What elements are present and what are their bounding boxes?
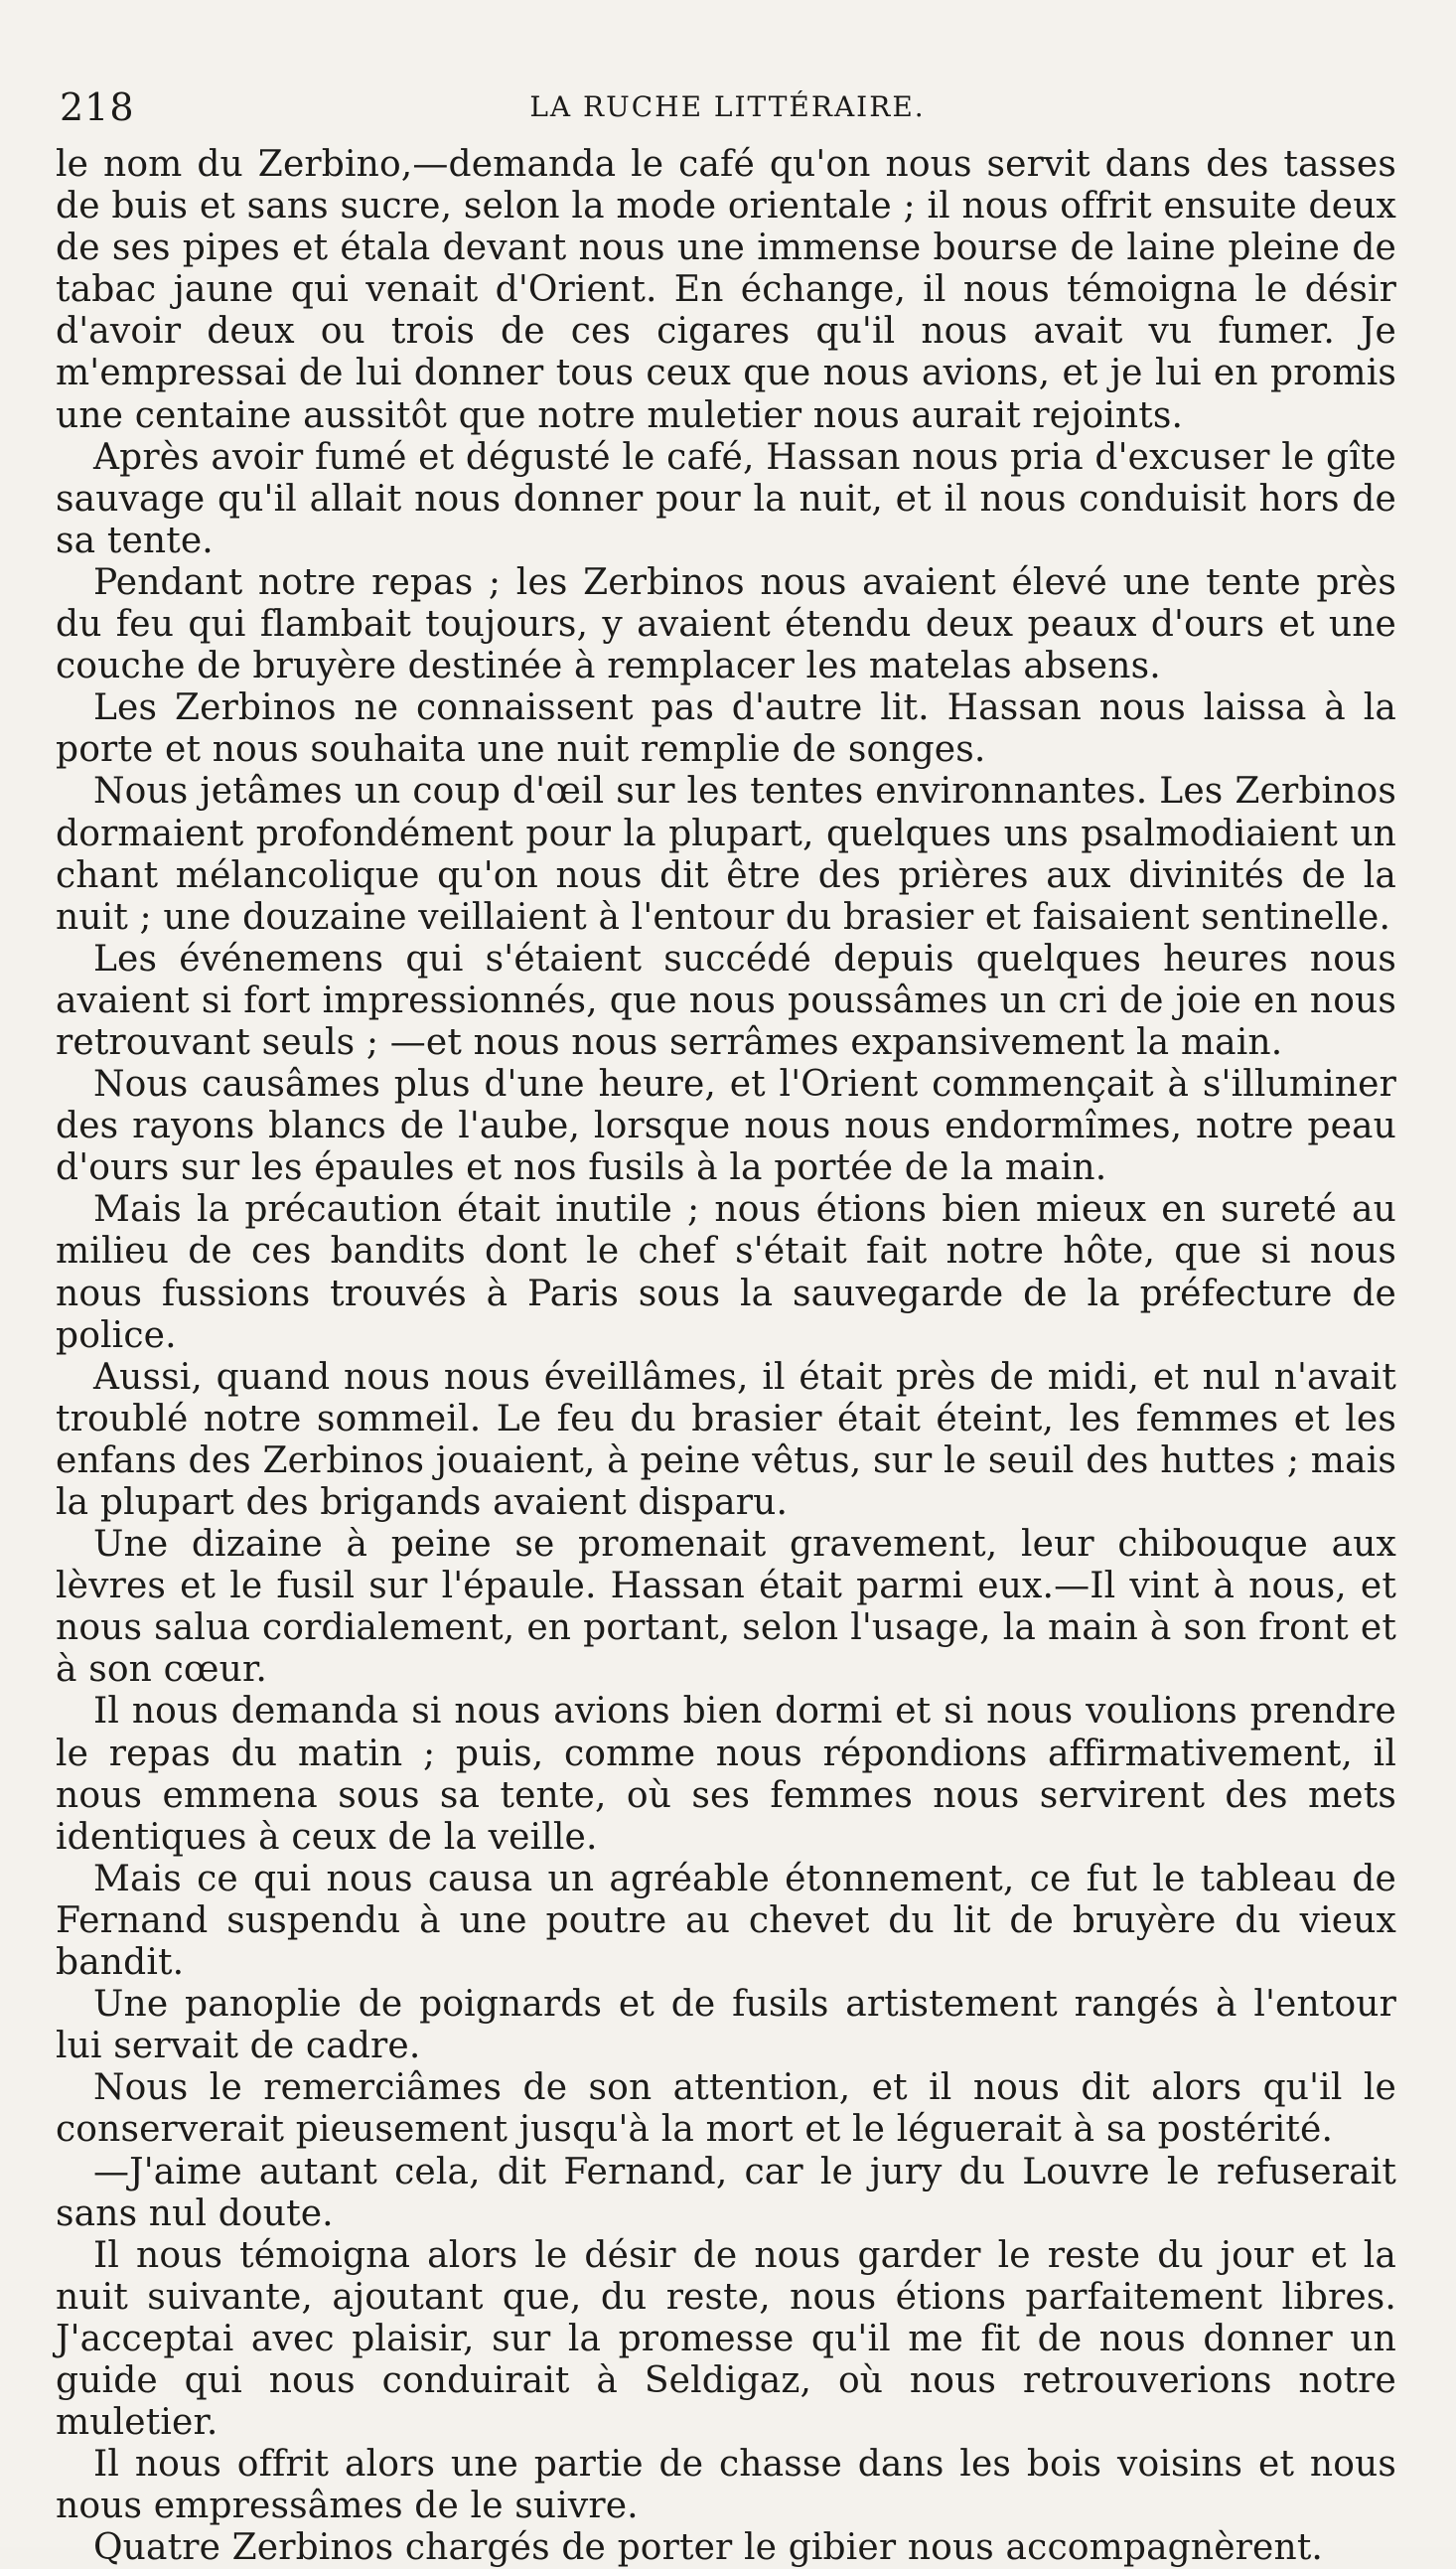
paragraph-17: Il nous offrit alors une partie de chasse dans les bois voisins et nous nous empressâmes de le suivre. xyxy=(56,2444,1396,2527)
paragraph-12: Mais ce qui nous causa un agréable étonnement, ce fut le tableau de Fernand suspendu à une poutre au chevet du lit de bruyère du vieux bandit. xyxy=(56,1858,1396,1984)
paragraph-10: Une dizaine à peine se promenait gravement, leur chibouque aux lèvres et le fusil sur l'épaule. Hassan était parmi eux.—Il vint à nous, et nous salua cordialement, en portant, selon l'usage, la main à son front et à son cœur. xyxy=(56,1524,1396,1691)
paragraph-4: Les Zerbinos ne connaissent pas d'autre lit. Hassan nous laissa à la porte et nous souhaita une nuit remplie de songes. xyxy=(56,687,1396,771)
paragraph-8: Mais la précaution était inutile ; nous étions bien mieux en sureté au milieu de ces bandits dont le chef s'était fait notre hôte, que si nous nous fussions trouvés à Paris sous la sauvegarde de la préfecture de police. xyxy=(56,1189,1396,1356)
paragraph-14: Nous le remerciâmes de son attention, et il nous dit alors qu'il le conserverait pieusement jusqu'à la mort et le léguerait à sa postérité. xyxy=(56,2067,1396,2151)
paragraph-3: Pendant notre repas ; les Zerbinos nous avaient élevé une tente près du feu qui flambait toujours, y avaient étendu deux peaux d'ours et une couche de bruyère destinée à remplacer les matelas absens. xyxy=(56,561,1396,687)
page-header xyxy=(60,77,1395,137)
paragraph-7: Nous causâmes plus d'une heure, et l'Orient commençait à s'illuminer des rayons blancs de l'aube, lorsque nous nous endormîmes, notre peau d'ours sur les épaules et nos fusils à la portée de la main. xyxy=(56,1064,1396,1189)
paragraph-1: le nom du Zerbino,—demanda le café qu'on nous servit dans des tasses de buis et sans sucre, selon la mode orientale ; il nous offrit ensuite deux de ses pipes et étala devant nous une immense bourse de laine pleine de tabac jaune qui venait d'Orient. En échange, il nous témoigna le désir d'avoir deux ou trois de ces cigares qu'il nous avait vu fumer. Je m'empressai de lui donner tous ceux que nous avions, et je lui en promis une centaine aussitôt que notre muletier nous aurait rejoints. xyxy=(56,144,1396,436)
paragraph-15: —J'aime autant cela, dit Fernand, car le jury du Louvre le refuserait sans nul doute. xyxy=(56,2151,1396,2234)
page-number: 218 xyxy=(60,85,135,129)
paragraph-11: Il nous demanda si nous avions bien dormi et si nous voulions prendre le repas du matin ; puis, comme nous répondions affirmativement, il nous emmena sous sa tente, où ses femmes nous servirent des mets identiques à ceux de la veille. xyxy=(56,1691,1396,1858)
paragraph-2: Après avoir fumé et dégusté le café, Hassan nous pria d'excuser le gîte sauvage qu'il allait nous donner pour la nuit, et il nous conduisit hors de sa tente. xyxy=(56,436,1396,561)
body-text xyxy=(56,144,1396,2569)
running-head: LA RUCHE LITTÉRAIRE. xyxy=(529,90,926,123)
paragraph-6: Les événemens qui s'étaient succédé depuis quelques heures nous avaient si fort impressionnés, que nous poussâmes un cri de joie en nous retrouvant seuls ; —et nous nous serrâmes expansivement la main. xyxy=(56,938,1396,1063)
paragraph-18: Quatre Zerbinos chargés de porter le gibier nous accompagnèrent. xyxy=(93,2527,1324,2569)
paragraph-5: Nous jetâmes un coup d'œil sur les tentes environnantes. Les Zerbinos dormaient profondément pour la plupart, quelques uns psalmodiaient un chant mélancolique qu'on nous dit être des prières aux divinités de la nuit ; une douzaine veillaient à l'entour du brasier et faisaient sentinelle. xyxy=(56,771,1396,938)
paragraph-13: Une panoplie de poignards et de fusils artistement rangés à l'entour lui servait de cadre. xyxy=(56,1984,1396,2067)
paragraph-9: Aussi, quand nous nous éveillâmes, il était près de midi, et nul n'avait troublé notre sommeil. Le feu du brasier était éteint, les femmes et les enfans des Zerbinos jouaient, à peine vêtus, sur le seuil des huttes ; mais la plupart des brigands avaient disparu. xyxy=(56,1356,1396,1523)
paragraph-16: Il nous témoigna alors le désir de nous garder le reste du jour et la nuit suivante, ajoutant que, du reste, nous étions parfaitement libres. J'acceptai avec plaisir, sur la promesse qu'il me fit de nous donner un guide qui nous conduirait à Seldigaz, où nous retrouverions notre muletier. xyxy=(56,2234,1396,2444)
